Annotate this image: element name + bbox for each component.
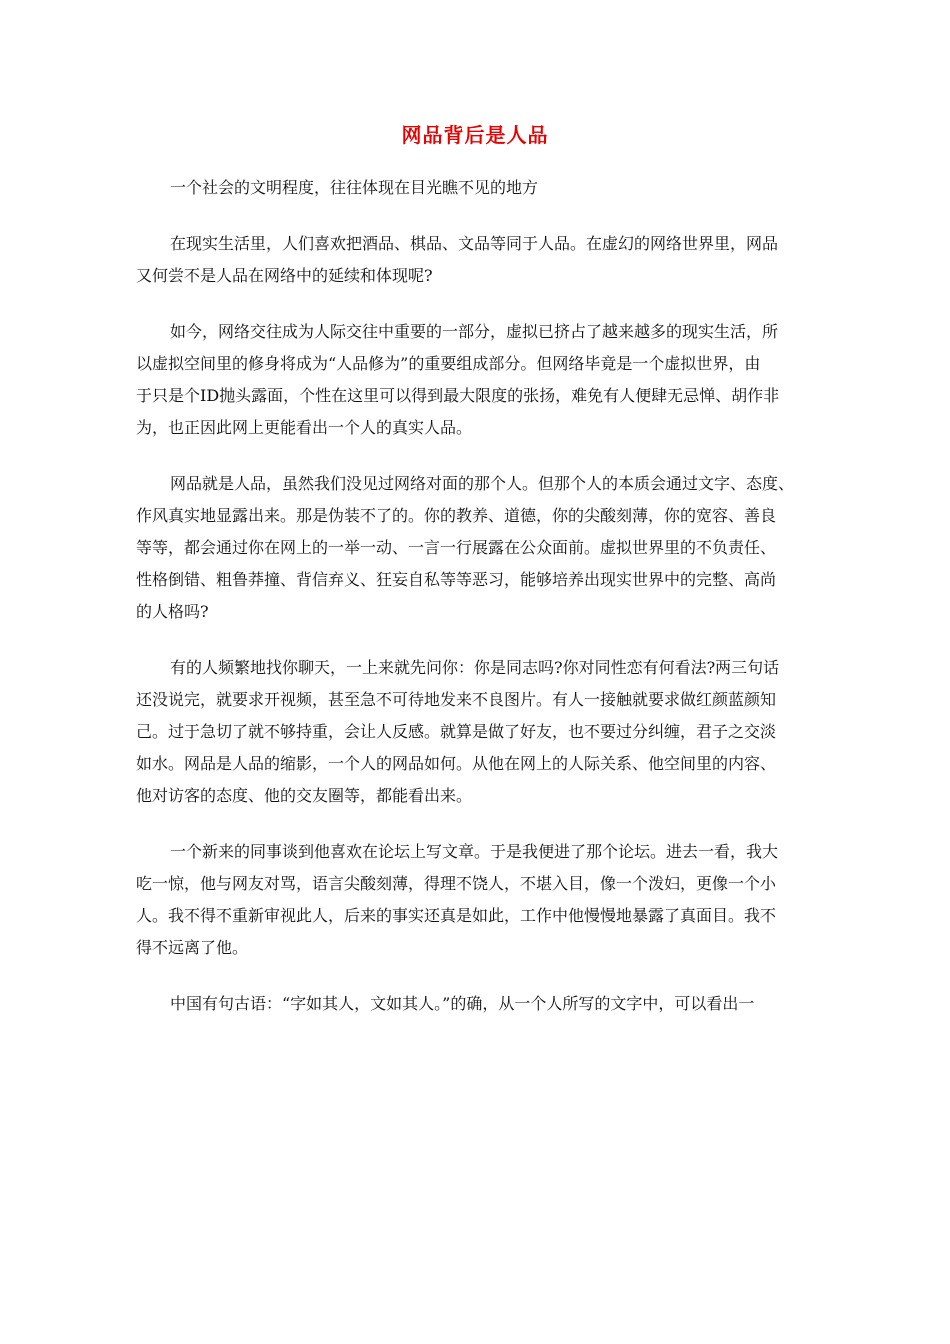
- paragraph-line: 等等，都会通过你在网上的一举一动、一言一行展露在公众面前。虚拟世界里的不负责任、: [136, 538, 777, 557]
- paragraph-line: 性格倒错、粗鲁莽撞、背信弃义、狂妄自私等等恶习，能够培养出现实世界中的完整、高尚: [136, 570, 777, 589]
- paragraph-6: [136, 988, 824, 1020]
- paragraph-line: 得不远离了他。: [136, 938, 249, 957]
- paragraph-line: 为，也正因此网上更能看出一个人的真实人品。: [136, 418, 473, 437]
- paragraph-line: 于只是个ID抛头露面，个性在这里可以得到最大限度的张扬，难免有人便肆无忌惮、胡作非: [136, 386, 780, 405]
- paragraph-line: 还没说完，就要求开视频，甚至急不可待地发来不良图片。有人一接触就要求做红颜蓝颜知: [136, 690, 777, 709]
- paragraph-line: 如水。网品是人品的缩影，一个人的网品如何。从他在网上的人际关系、他空间里的内容、: [136, 754, 777, 773]
- paragraph-line: 网品就是人品，虽然我们没见过网络对面的那个人。但那个人的本质会通过文字、态度、: [170, 474, 795, 493]
- paragraph-line: 又何尝不是人品在网络中的延续和体现呢?: [136, 266, 433, 285]
- paragraph-line: 在现实生活里，人们喜欢把酒品、棋品、文品等同于人品。在虚幻的网络世界里，网品: [170, 234, 779, 253]
- paragraph-gap: [136, 292, 824, 316]
- paragraph-1: [136, 228, 824, 292]
- paragraph-2: [136, 316, 824, 444]
- paragraph-gap: [136, 964, 824, 988]
- paragraph-line: 中国有句古语：“字如其人，文如其人。”的确，从一个人所写的文字中，可以看出一: [170, 994, 755, 1013]
- paragraph-line: 他对访客的态度、他的交友圈等，都能看出来。: [136, 786, 473, 805]
- paragraph-3: [136, 468, 824, 628]
- document-title: 网品背后是人品: [401, 123, 549, 147]
- paragraph-line: 有的人频繁地找你聊天，一上来就先问你：你是同志吗?你对同性恋有何看法?两三句话: [170, 658, 780, 677]
- paragraph-line: 人。我不得不重新审视此人，后来的事实还真是如此，工作中他慢慢地暴露了真面目。我不: [136, 906, 777, 925]
- paragraph-gap: [136, 628, 824, 652]
- paragraph-line: 吃一惊，他与网友对骂，语言尖酸刻薄，得理不饶人，不堪入目，像一个泼妇，更像一个小: [136, 874, 777, 893]
- paragraph-line: 如今，网络交往成为人际交往中重要的一部分，虚拟已挤占了越来越多的现实生活，所: [170, 322, 779, 341]
- paragraph-line: 的人格吗?: [136, 602, 209, 621]
- paragraph-4: [136, 652, 824, 812]
- paragraph-5: [136, 836, 824, 964]
- document-body: [136, 172, 824, 1020]
- paragraph-line: 己。过于急切了就不够持重，会让人反感。就算是做了好友，也不要过分纠缠，君子之交淡: [136, 722, 777, 741]
- paragraph-gap: [136, 204, 824, 228]
- paragraph-gap: [136, 812, 824, 836]
- paragraph-gap: [136, 444, 824, 468]
- subtitle-line: 一个社会的文明程度，往往体现在目光瞧不见的地方: [170, 178, 539, 197]
- paragraph-line: 一个新来的同事谈到他喜欢在论坛上写文章。于是我便进了那个论坛。进去一看，我大: [170, 842, 779, 861]
- paragraph-line: 作风真实地显露出来。那是伪装不了的。你的教养、道德，你的尖酸刻薄，你的宽容、善良: [136, 506, 777, 525]
- paragraph-line: 以虚拟空间里的修身将成为“人品修为”的重要组成部分。但网络毕竟是一个虚拟世界，由: [136, 354, 761, 373]
